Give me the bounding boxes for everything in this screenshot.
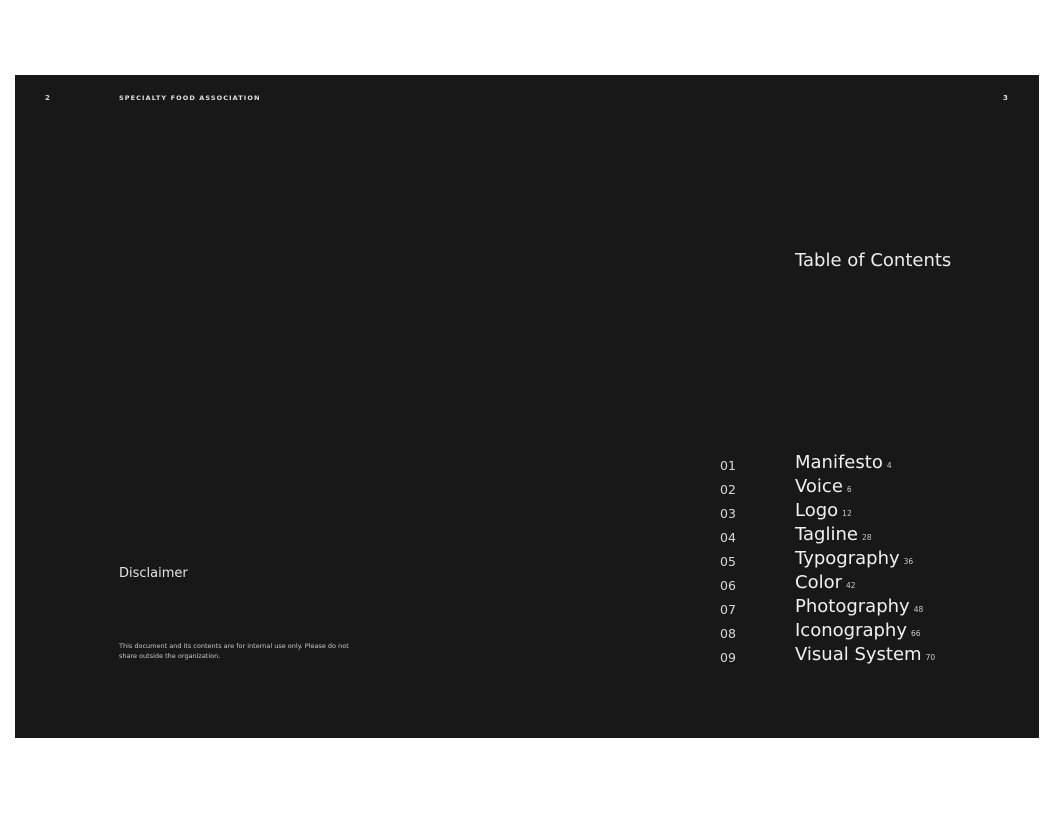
toc-item-entry (795, 452, 892, 473)
toc-item-label: Photography (795, 596, 910, 617)
toc-item-logo[interactable] (15, 500, 1039, 524)
toc-item-iconography[interactable] (15, 620, 1039, 644)
toc-item-typography[interactable] (15, 548, 1039, 572)
toc-item-page: 28 (861, 533, 872, 542)
toc-item-label: Typography (795, 548, 900, 569)
toc-item-page: 6 (846, 485, 852, 494)
toc-item-number: 09 (720, 650, 736, 665)
toc-item-color[interactable] (15, 572, 1039, 596)
toc-item-label: Iconography (795, 620, 907, 641)
toc-item-page: 70 (925, 653, 936, 662)
toc-item-page: 12 (842, 509, 852, 518)
disclaimer-title: Disclaimer (119, 566, 188, 581)
toc-item-entry (795, 644, 935, 665)
toc-item-voice[interactable] (15, 476, 1039, 500)
toc-item-label: Visual System (795, 644, 922, 665)
toc-item-entry (795, 620, 921, 641)
toc-item-entry (795, 548, 913, 569)
toc-item-entry (795, 524, 872, 545)
toc-item-page: 4 (886, 461, 892, 470)
toc-item-visual-system[interactable] (15, 644, 1039, 668)
toc-item-number: 02 (720, 482, 736, 497)
toc-item-page: 66 (910, 629, 921, 638)
toc-item-entry (795, 476, 852, 497)
toc-item-page: 42 (846, 581, 856, 590)
toc-item-page: 48 (913, 605, 924, 614)
toc-item-number: 04 (720, 530, 736, 545)
toc-item-number: 05 (720, 554, 736, 569)
toc-item-tagline[interactable] (15, 524, 1039, 548)
document-spread (15, 75, 1039, 738)
toc-item-label: Manifesto (795, 452, 883, 473)
toc-item-number: 03 (720, 506, 736, 521)
toc-item-page: 36 (903, 557, 914, 566)
toc-item-number: 01 (720, 458, 736, 473)
toc-item-entry (795, 500, 852, 521)
toc-item-photography[interactable] (15, 596, 1039, 620)
disclaimer-body: This document and its contents are for internal use only. Please do not share outside the organization. (119, 642, 349, 660)
left-page-number: 2 (45, 94, 51, 102)
toc-item-number: 08 (720, 626, 736, 641)
toc-item-label: Tagline (795, 524, 858, 545)
running-head: SPECIALTY FOOD ASSOCIATION (119, 94, 261, 102)
toc-item-label: Logo (795, 500, 839, 521)
toc-item-entry (795, 596, 923, 617)
toc-item-number: 06 (720, 578, 736, 593)
toc-item-label: Color (795, 572, 842, 593)
toc-title: Table of Contents (795, 250, 952, 271)
toc-item-entry (795, 572, 856, 593)
right-page-number: 3 (1003, 94, 1009, 102)
toc-item-manifesto[interactable] (15, 452, 1039, 476)
toc-item-number: 07 (720, 602, 736, 617)
toc-item-label: Voice (795, 476, 843, 497)
